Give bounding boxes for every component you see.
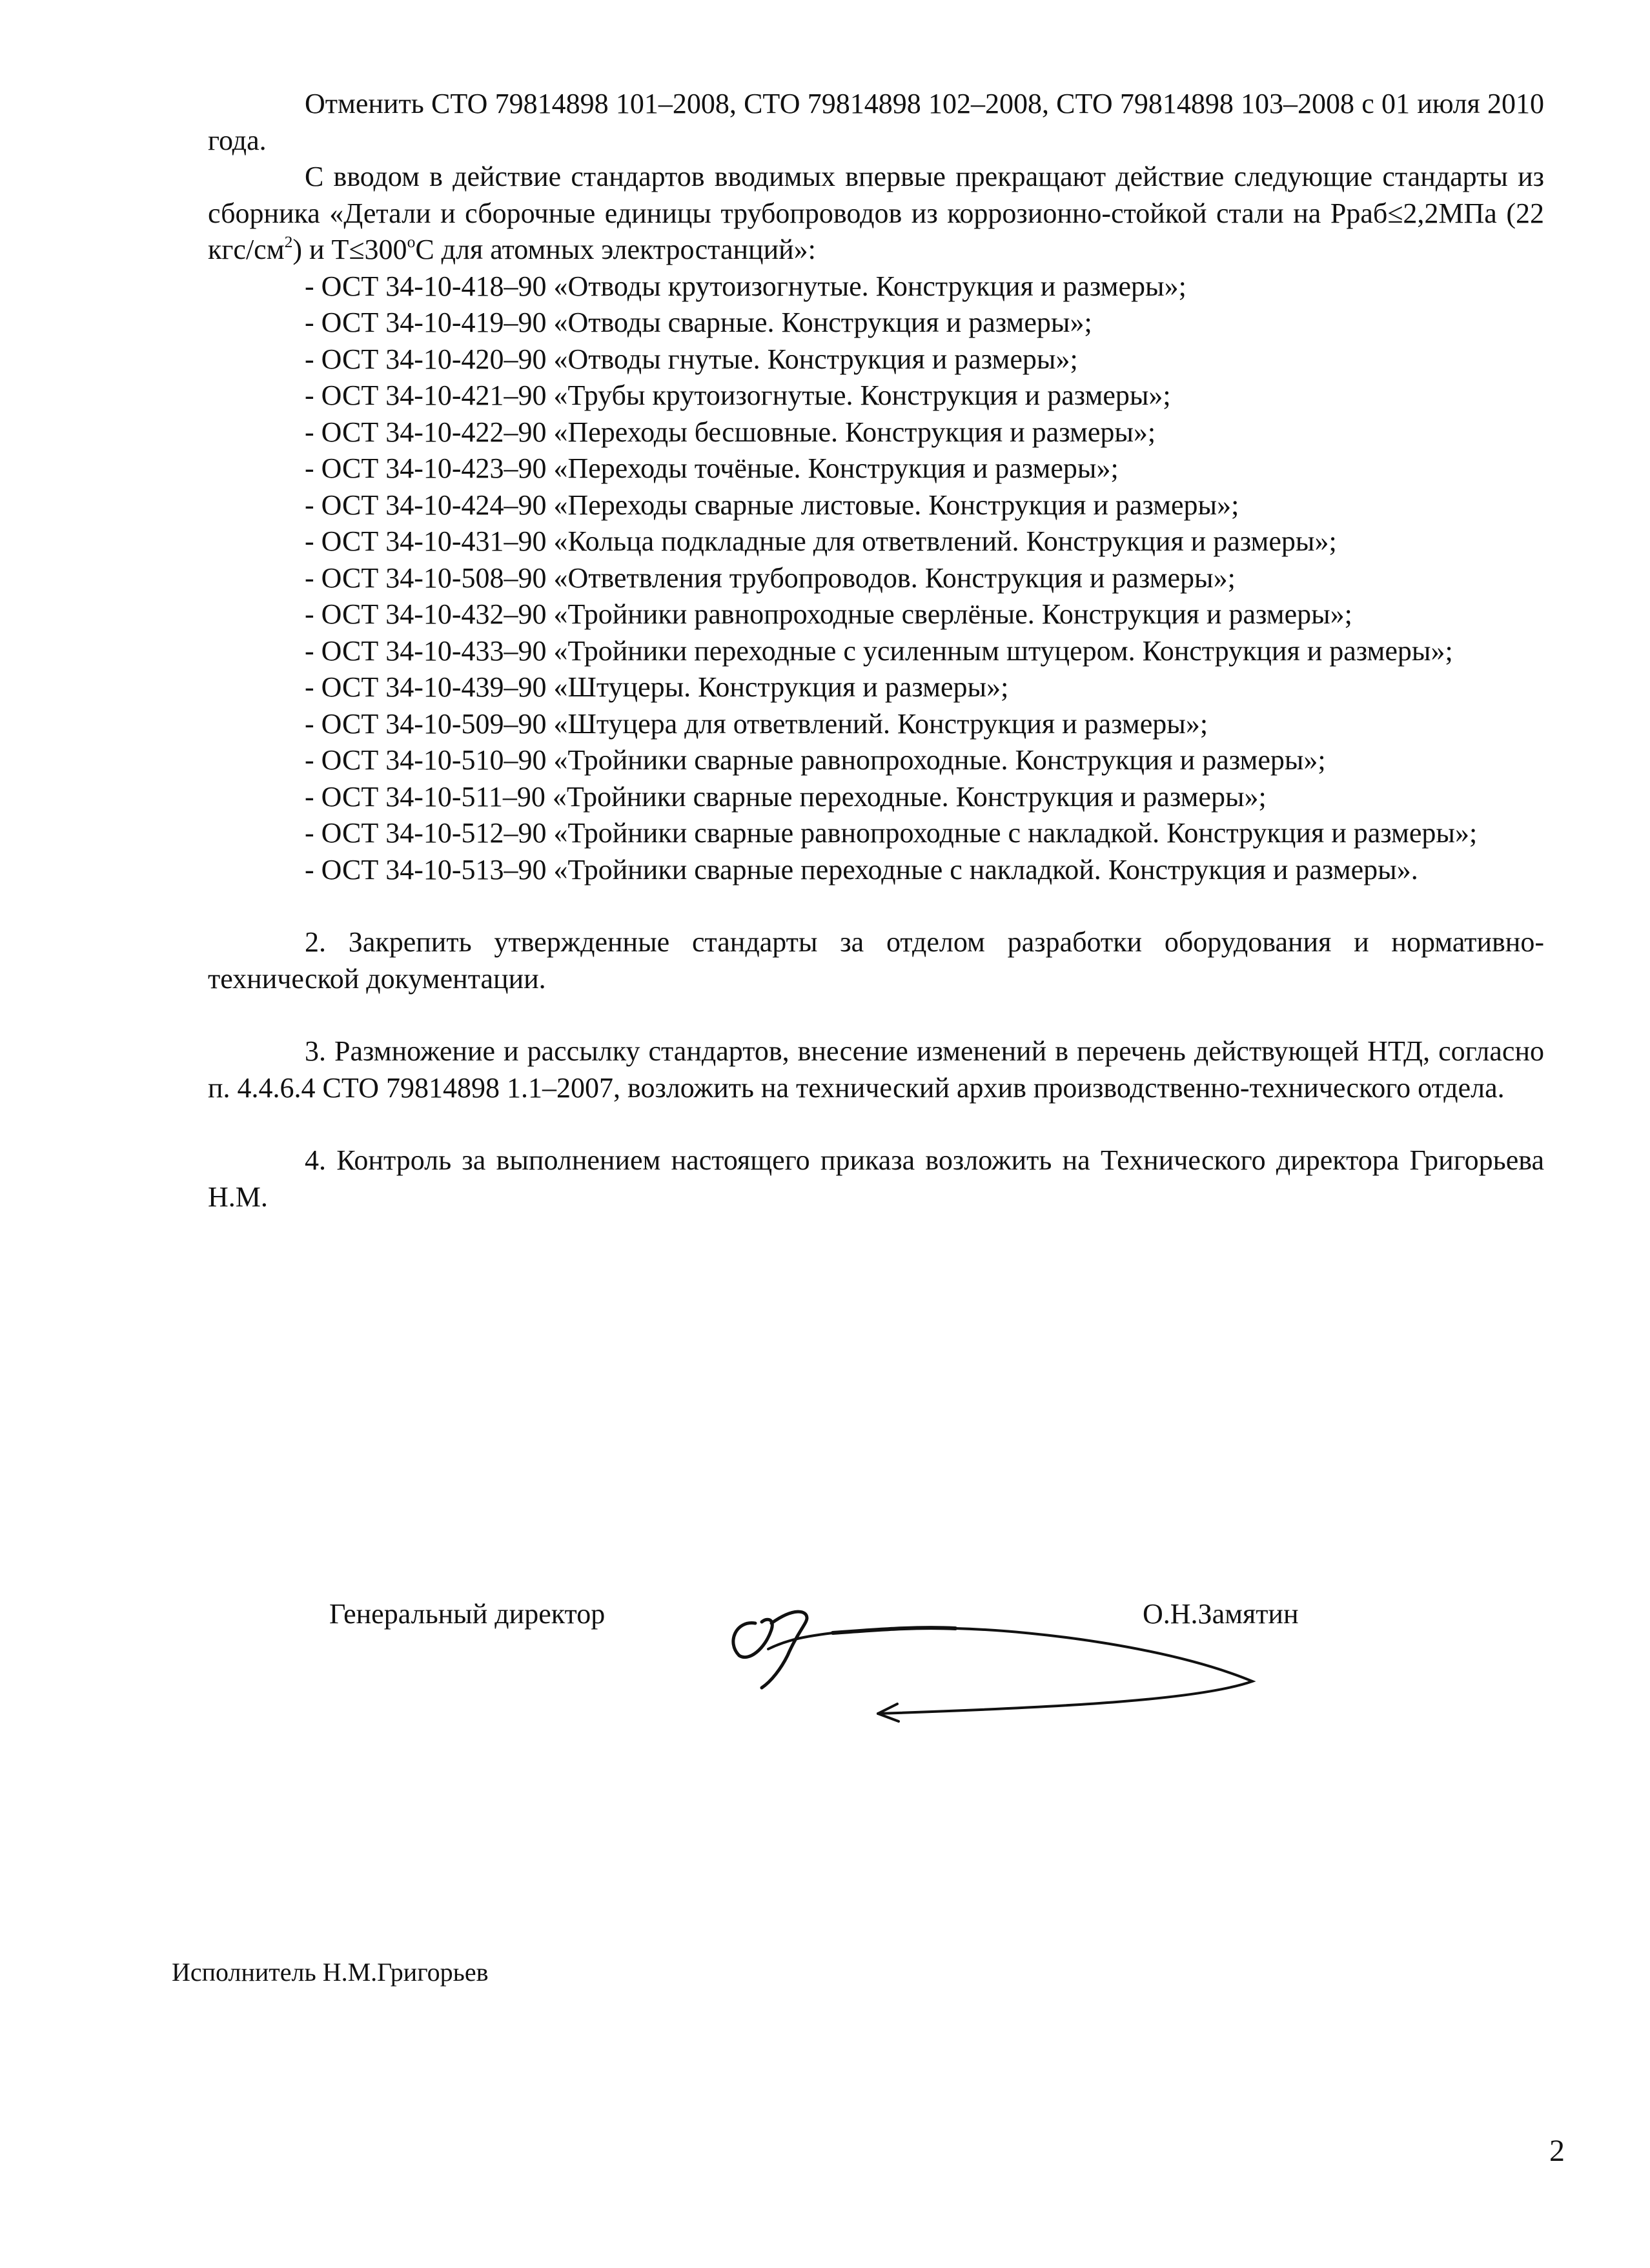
paragraph-gap <box>208 997 1544 1033</box>
standard-item: - ОСТ 34-10-439–90 «Штуцеры. Конструкция и размеры»; <box>305 671 1009 703</box>
standard-item: - ОСТ 34-10-420–90 «Отводы гнутые. Конструкция и размеры»; <box>305 343 1078 375</box>
standard-item: - ОСТ 34-10-512–90 «Тройники сварные равнопроходные с накладкой. Конструкция и размеры»; <box>305 817 1478 849</box>
standard-item: - ОСТ 34-10-421–90 «Трубы крутоизогнутые. Конструкция и размеры»; <box>305 380 1171 411</box>
standard-item: - ОСТ 34-10-423–90 «Переходы точёные. Конструкция и размеры»; <box>305 452 1119 484</box>
executor-line: Исполнитель Н.М.Григорьев <box>172 1958 489 1987</box>
intro-paragraph <box>208 159 1544 268</box>
standard-item: - ОСТ 34-10-419–90 «Отводы сварные. Конструкция и размеры»; <box>305 307 1092 338</box>
standard-item: - ОСТ 34-10-418–90 «Отводы крутоизогнутые. Конструкция и размеры»; <box>305 270 1187 302</box>
standard-item: - ОСТ 34-10-510–90 «Тройники сварные равнопроходные. Конструкция и размеры»; <box>305 744 1326 776</box>
standard-item: - ОСТ 34-10-424–90 «Переходы сварные листовые. Конструкция и размеры»; <box>305 489 1239 521</box>
order-item-4: 4. Контроль за выполнением настоящего приказа возложить на Технического директора Григорьева Н.М. <box>208 1144 1544 1213</box>
standard-item: - ОСТ 34-10-433–90 «Тройники переходные с усиленным штуцером. Конструкция и размеры»; <box>305 634 1453 667</box>
standard-item: - ОСТ 34-10-422–90 «Переходы бесшовные. Конструкция и размеры»; <box>305 416 1156 448</box>
intro-text-end: С для атомных электростанций»: <box>415 234 816 265</box>
paragraph-gap <box>208 1106 1544 1142</box>
signatory-position: Генеральный директор <box>329 1598 606 1630</box>
cancel-paragraph: Отменить СТО 79814898 101–2008, СТО 79814898 102–2008, СТО 79814898 103–2008 с 01 июля 2010 года. <box>208 88 1544 156</box>
standard-item: - ОСТ 34-10-432–90 «Тройники равнопроходные сверлёные. Конструкция и размеры»; <box>305 598 1352 630</box>
standard-item: - ОСТ 34-10-508–90 «Ответвления трубопроводов. Конструкция и размеры»; <box>305 562 1236 594</box>
order-item-3: 3. Размножение и рассылку стандартов, внесение изменений в перечень действующей НТД, согласно п. 4.4.6.4 СТО 79814898 1.1–2007, возложить на технический архив производственно-технического отдела. <box>208 1035 1544 1104</box>
degree-superscript: о <box>407 232 416 252</box>
standard-item: - ОСТ 34-10-511–90 «Тройники сварные переходные. Конструкция и размеры»; <box>305 780 1267 813</box>
square-superscript: 2 <box>284 232 293 252</box>
intro-text-mid: ) и Т≤300 <box>292 234 407 265</box>
paragraph-gap <box>208 888 1544 924</box>
document-body <box>208 86 1544 1215</box>
signatory-name: О.Н.Замятин <box>1143 1598 1299 1630</box>
standard-item: - ОСТ 34-10-513–90 «Тройники сварные переходные с накладкой. Конструкция и размеры». <box>305 853 1418 886</box>
intro-text: С вводом в действие стандартов вводимых впервые прекращают действие следующие стандарты из сборника «Детали и сборочные единицы трубопроводов из коррозионно-стойкой стали на Рраб≤2,2МПа (22 кгс/см <box>208 161 1544 265</box>
standard-item: - ОСТ 34-10-509–90 «Штуцера для ответвлений. Конструкция и размеры»; <box>305 707 1208 740</box>
page-number: 2 <box>1549 2134 1565 2168</box>
standard-item: - ОСТ 34-10-431–90 «Кольца подкладные для ответвлений. Конструкция и размеры»; <box>305 525 1337 557</box>
order-item-2: 2. Закрепить утвержденные стандарты за отделом разработки оборудования и нормативно-технической документации. <box>208 926 1544 995</box>
